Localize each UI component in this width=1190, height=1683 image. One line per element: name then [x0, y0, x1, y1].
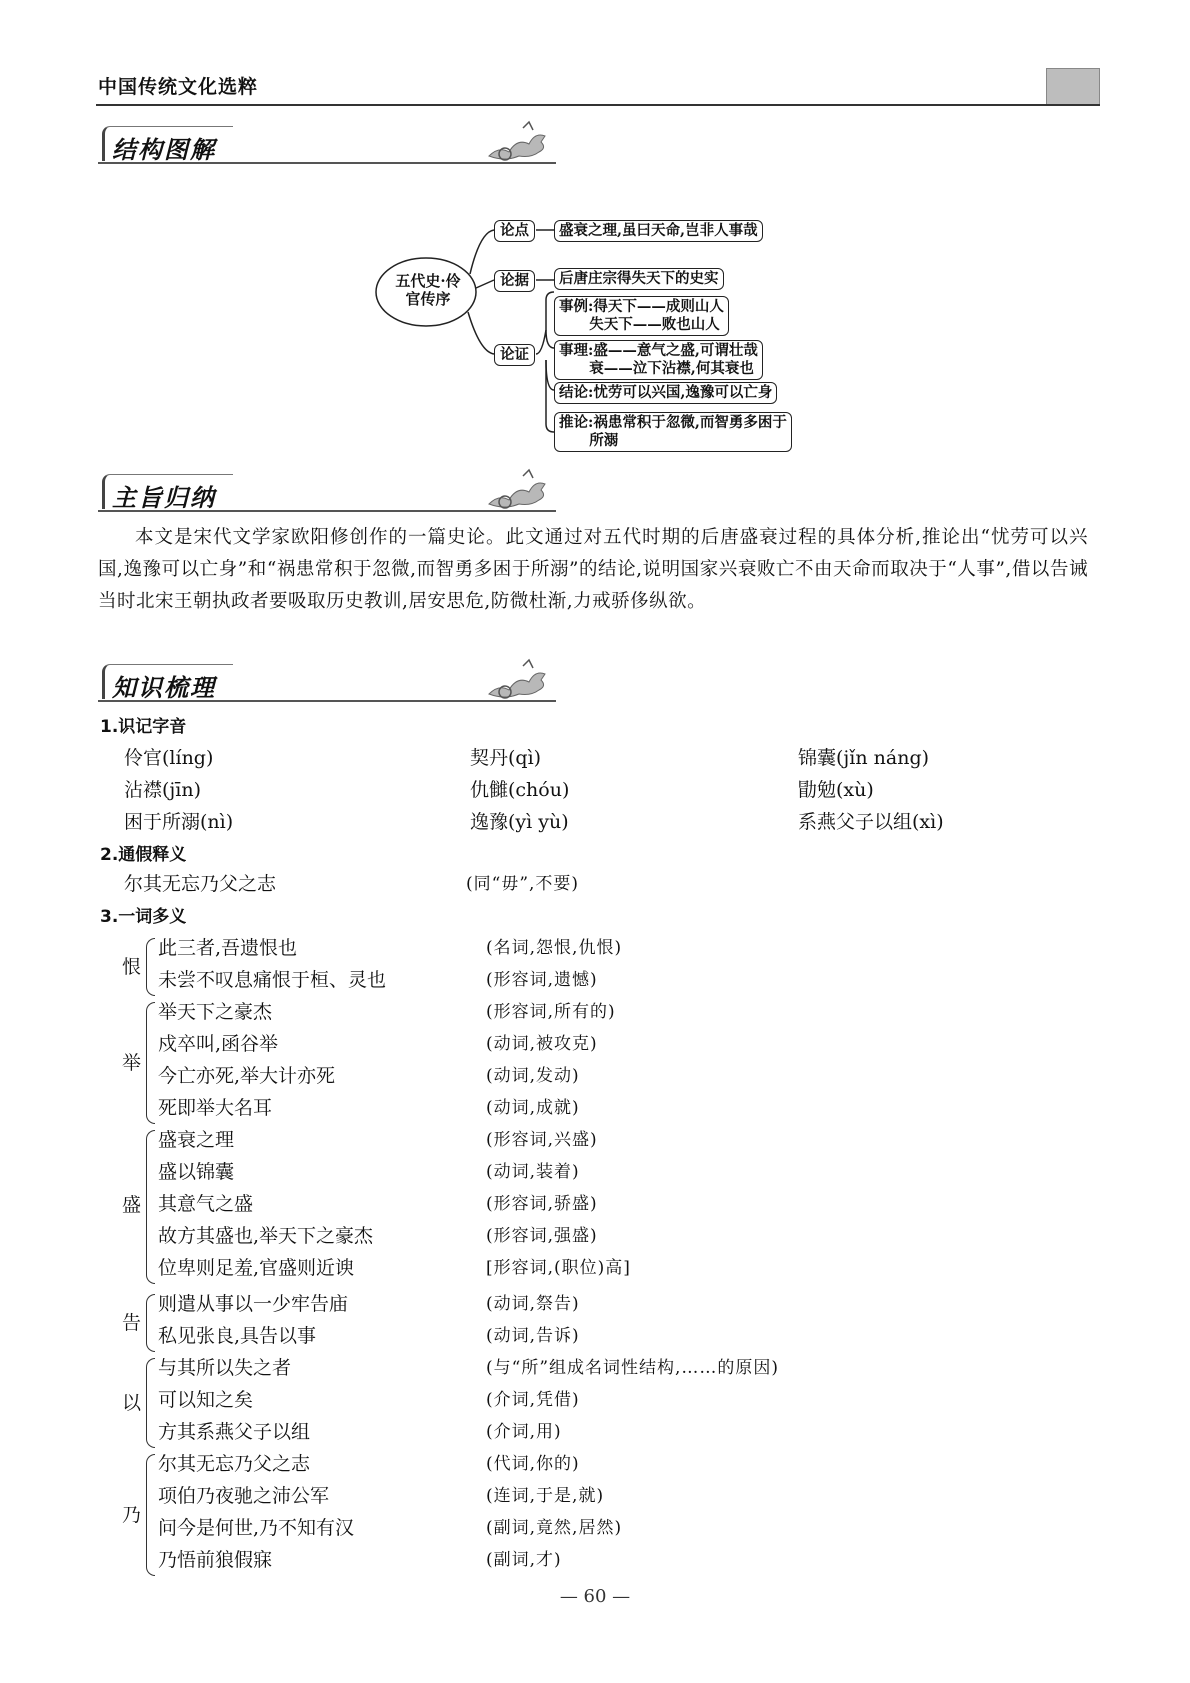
- polysemy-gloss: (代词,你的): [486, 1454, 580, 1474]
- polysemy-gloss: (形容词,遗憾): [486, 970, 598, 990]
- mindmap-arg-item: 推论:祸患常积于忽微,而智勇多困于 所溺: [554, 412, 792, 452]
- polysemy-gloss: (动词,告诉): [486, 1326, 580, 1346]
- polysemy-gloss: (动词,装着): [486, 1162, 580, 1182]
- pronunciation-item: 伶官(líng): [124, 747, 214, 769]
- polysemy-sentence: 其意气之盛: [158, 1193, 254, 1215]
- polysemy-gloss: (形容词,强盛): [486, 1226, 598, 1246]
- mindmap-center-label: 五代史·伶 官传序: [395, 272, 461, 308]
- subsection-heading: 2.通假释义: [100, 845, 187, 865]
- polysemy-gloss: (动词,被攻克): [486, 1034, 598, 1054]
- polysemy-gloss: (副词,才): [486, 1550, 562, 1570]
- pronunciation-item: 逸豫(yì yù): [470, 811, 569, 833]
- brace: [146, 1130, 155, 1284]
- polysemy-sentence: 盛以锦囊: [158, 1161, 235, 1183]
- polysemy-gloss: (形容词,兴盛): [486, 1130, 598, 1150]
- polysemy-gloss: (形容词,所有的): [486, 1002, 616, 1022]
- polysemy-sentence: 此三者,吾遗恨也: [158, 937, 298, 959]
- mindmap-node-evidence: 论据: [494, 270, 535, 292]
- mindmap-node-point: 论点: [494, 220, 535, 242]
- polysemy-gloss: (动词,成就): [486, 1098, 580, 1118]
- brace: [146, 1294, 155, 1352]
- section-title: 知识梳理: [112, 674, 216, 702]
- polysemy-key: 举: [122, 1052, 142, 1074]
- polysemy-gloss: (动词,祭告): [486, 1294, 580, 1314]
- polysemy-gloss: [形容词,(职位)高]: [486, 1258, 631, 1278]
- pronunciation-item: 沾襟(jīn): [124, 779, 202, 801]
- pronunciation-item: 契丹(qì): [470, 747, 542, 769]
- running-header-title: 中国传统文化选粹: [98, 76, 259, 98]
- polysemy-sentence: 乃悟前狼假寐: [158, 1549, 273, 1571]
- polysemy-gloss: (副词,竟然,居然): [486, 1518, 623, 1538]
- section-title: 结构图解: [112, 136, 216, 164]
- polysemy-gloss: (连词,于是,就): [486, 1486, 605, 1506]
- page-number: — 60 —: [559, 1586, 631, 1607]
- polysemy-key: 恨: [122, 956, 142, 978]
- polysemy-sentence: 尔其无忘乃父之志: [158, 1453, 311, 1475]
- polysemy-sentence: 戍卒叫,函谷举: [158, 1033, 279, 1055]
- mindmap-point-text: 盛衰之理,虽曰天命,岂非人事哉: [554, 220, 763, 242]
- polysemy-sentence: 死即举大名耳: [158, 1097, 273, 1119]
- pronunciation-item: 系燕父子以组(xì): [798, 811, 944, 833]
- polysemy-sentence: 方其系燕父子以组: [158, 1421, 311, 1443]
- polysemy-gloss: (与“所”组成名词性结构,……的原因): [486, 1358, 780, 1378]
- ink-horse-illustration-icon: [483, 466, 553, 512]
- subsection-heading: 1.识记字音: [100, 717, 187, 737]
- ink-horse-illustration-icon: [483, 656, 553, 702]
- mindmap-evidence-text: 后唐庄宗得失天下的史实: [554, 268, 724, 290]
- brace: [146, 1454, 155, 1576]
- polysemy-sentence: 则遣从事以一少牢告庙: [158, 1293, 349, 1315]
- polysemy-sentence: 位卑则足羞,官盛则近谀: [158, 1257, 355, 1279]
- subsection-heading: 3.一词多义: [100, 907, 187, 927]
- section-heading-structure: [98, 126, 558, 164]
- polysemy-gloss: (介词,用): [486, 1422, 562, 1442]
- polysemy-key: 以: [122, 1392, 142, 1414]
- polysemy-sentence: 私见张良,具告以事: [158, 1325, 317, 1347]
- theme-paragraph: 本文是宋代文学家欧阳修创作的一篇史论。此文通过对五代时期的后唐盛衰过程的具体分析,推论出“忧劳可以兴国,逸豫可以亡身”和“祸患常积于忽微,而智勇多困于所溺”的结论,说明国家兴衰败亡不由天命而取决于“人事”,借以告诫当时北宋王朝执政者要吸取历史教训,居安思危,防微杜渐,力戒骄侈纵欲。: [98, 527, 1088, 612]
- polysemy-sentence: 今亡亦死,举大计亦死: [158, 1065, 336, 1087]
- polysemy-sentence: 未尝不叹息痛恨于桓、灵也: [158, 969, 387, 991]
- polysemy-sentence: 问今是何世,乃不知有汉: [158, 1517, 355, 1539]
- pronunciation-item: 困于所溺(nì): [124, 811, 234, 833]
- polysemy-key: 乃: [122, 1504, 142, 1526]
- section-title: 主旨归纳: [112, 484, 216, 512]
- polysemy-gloss: (形容词,骄盛): [486, 1194, 598, 1214]
- polysemy-sentence: 项伯乃夜驰之沛公军: [158, 1485, 330, 1507]
- mindmap-arg-item: 事理:盛——意气之盛,可谓壮哉 衰——泣下沾襟,何其衰也: [554, 340, 763, 380]
- mindmap-arg-item: 结论:忧劳可以兴国,逸豫可以亡身: [554, 382, 777, 404]
- header-rule: [96, 104, 1100, 106]
- polysemy-sentence: 可以知之矣: [158, 1389, 254, 1411]
- pronunciation-item: 锦囊(jǐn náng): [798, 747, 930, 769]
- polysemy-key: 盛: [122, 1194, 142, 1216]
- section-heading-theme: [98, 474, 558, 512]
- mindmap-arg-item: 事例:得天下——成则山人 失天下——败也山人: [554, 296, 729, 336]
- pronunciation-item: 勖勉(xù): [798, 779, 874, 801]
- tongjia-sentence: 尔其无忘乃父之志: [124, 873, 277, 895]
- polysemy-sentence: 举天下之豪杰: [158, 1001, 273, 1023]
- polysemy-sentence: 与其所以失之者: [158, 1357, 292, 1379]
- polysemy-gloss: (动词,发动): [486, 1066, 580, 1086]
- polysemy-gloss: (介词,凭借): [486, 1390, 580, 1410]
- mindmap-node-argument: 论证: [494, 344, 535, 366]
- brace: [146, 1002, 155, 1124]
- header-thumb-tab: [1046, 68, 1100, 106]
- polysemy-sentence: 盛衰之理: [158, 1129, 235, 1151]
- section-heading-knowledge: [98, 664, 558, 702]
- brace: [146, 938, 155, 996]
- ink-horse-illustration-icon: [483, 118, 553, 164]
- brace: [146, 1358, 155, 1448]
- polysemy-gloss: (名词,怨恨,仇恨): [486, 938, 623, 958]
- polysemy-key: 告: [122, 1312, 142, 1334]
- tongjia-gloss: (同“毋”,不要): [466, 874, 580, 894]
- polysemy-sentence: 故方其盛也,举天下之豪杰: [158, 1225, 374, 1247]
- pronunciation-item: 仇雠(chóu): [470, 779, 570, 801]
